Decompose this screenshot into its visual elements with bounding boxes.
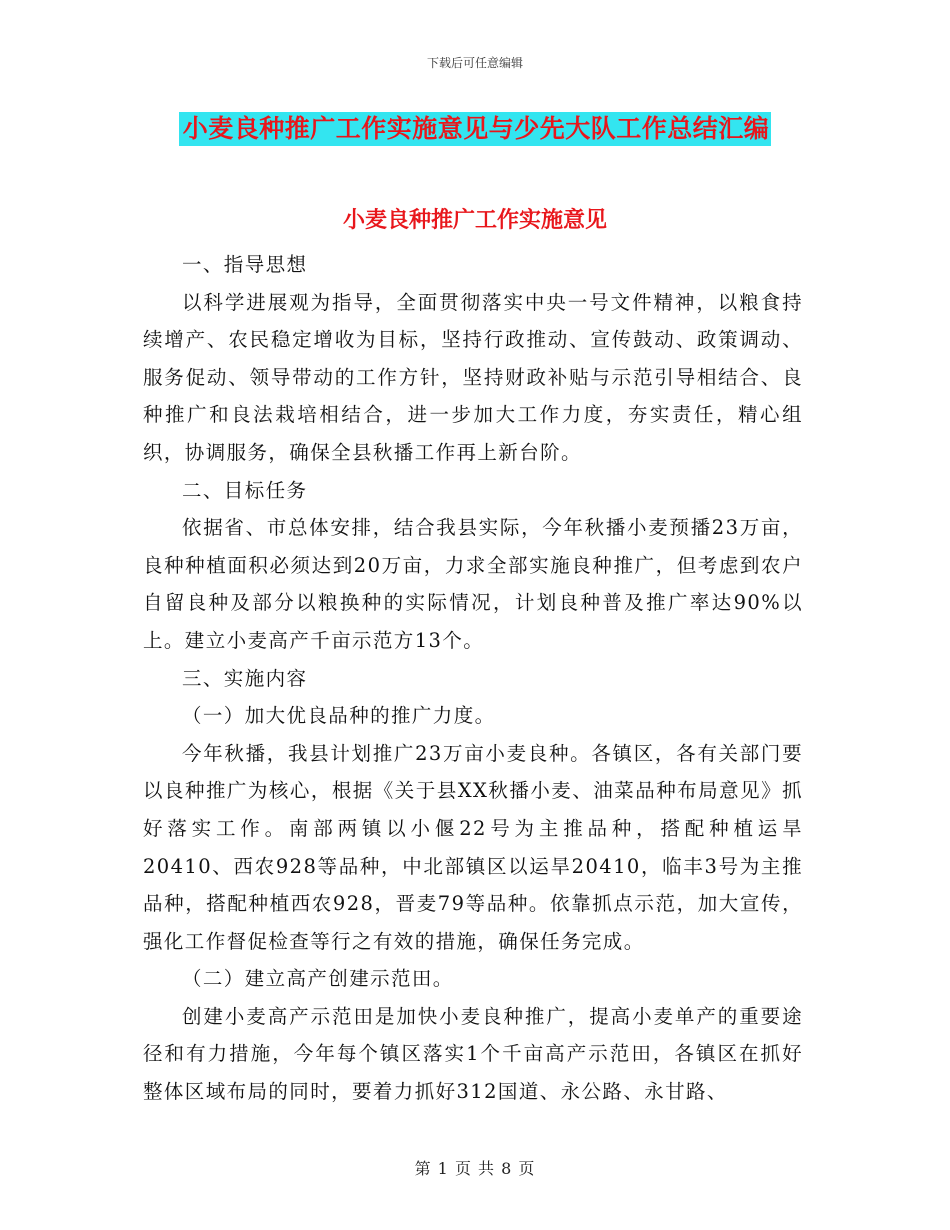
- paragraph-target-tasks: 依据省、市总体安排，结合我县实际，今年秋播小麦预播23万亩，良种种植面积必须达到20万亩，力求全部实施良种推广，但考虑到农户自留良种及部分以粮换种的实际情况，计划良种普及推广率达90%以上。建立小麦高产千亩示范方13个。: [143, 516, 803, 652]
- document-title: 小麦良种推广工作实施意见与少先大队工作总结汇编: [179, 112, 772, 146]
- subheading-demonstration: （二）建立高产创建示范田。: [182, 967, 454, 991]
- section-title: 小麦良种推广工作实施意见: [342, 208, 607, 233]
- subheading-promotion: （一）加大优良品种的推广力度。: [182, 704, 496, 728]
- header-note: 下载后可任意编辑: [426, 56, 523, 70]
- document-body: [143, 246, 803, 1111]
- heading-implementation: 三、实施内容: [182, 666, 308, 690]
- paragraph-demonstration: 创建小麦高产示范田是加快小麦良种推广，提高小麦单产的重要途径和有力措施，今年每个镇区落实1个千亩高产示范田，各镇区在抓好整体区域布局的同时，要着力抓好312国道、永公路、永甘路、: [143, 1004, 803, 1104]
- paragraph-guiding-ideology: 以科学进展观为指导，全面贯彻落实中央一号文件精神，以粮食持续增产、农民稳定增收为目标，坚持行政推动、宣传鼓动、政策调动、服务促动、领导带动的工作方针，坚持财政补贴与示范引导相结合、良种推广和良法栽培相结合，进一步加大工作力度，夯实责任，精心组织，协调服务，确保全县秋播工作再上新台阶。: [143, 290, 803, 464]
- paragraph-promotion: 今年秋播，我县计划推广23万亩小麦良种。各镇区，各有关部门要以良种推广为核心，根据《关于县XX秋播小麦、油菜品种布局意见》抓好落实工作。南部两镇以小偃22号为主推品种，搭配种植运旱20410、西农928等品种，中北部镇区以运旱20410，临丰3号为主推品种，搭配种植西农928，晋麦79等品种。依靠抓点示范，加大宣传，强化工作督促检查等行之有效的措施，确保任务完成。: [143, 741, 803, 953]
- page-number: 第 1 页 共 8 页: [414, 1159, 536, 1178]
- title-container: [0, 112, 950, 146]
- heading-target-tasks: 二、目标任务: [182, 478, 308, 502]
- heading-guiding-ideology: 一、指导思想: [182, 253, 308, 276]
